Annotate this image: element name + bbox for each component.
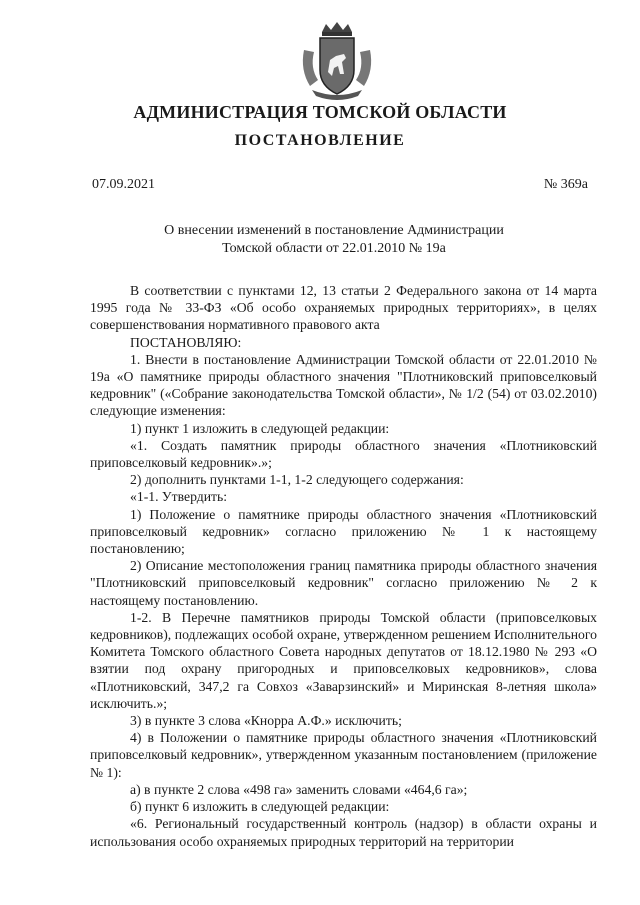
body-paragraph: В соответствии с пунктами 12, 13 статьи 2 Федерального закона от 14 марта 1995 года № 33-ФЗ «Об особо охраняемых природных территориях», в целях совершенствования нормативного правового акта [90,283,597,333]
body-paragraph: а) в пункте 2 слова «498 га» заменить словами «464,6 га»; [130,781,468,797]
resolution-keyword: ПОСТАНОВЛЯЮ: [130,334,242,350]
coat-of-arms-icon [296,20,378,102]
body-paragraph: 1) пункт 1 изложить в следующей редакции: [130,420,390,436]
body-paragraph: 3) в пункте 3 слова «Кнорра А.Ф.» исключить; [130,713,402,729]
document-date: 07.09.2021 [92,177,155,192]
document-number: № 369а [543,177,588,192]
document-body [90,282,597,850]
document-subject [150,222,518,258]
body-paragraph: 1-2. В Перечне памятников природы Томской области (приповселковых кедровников), подлежащих особой охране, утвержденном решением Исполнительного Комитета Томского областного Совета народных депутатов от 18.12.1980 № 293 «О взятии под охрану пригородных и приповселковых кедровников», слова «Плотниковский, 347,2 га Совхоз «Заварзинский» и Миринская 8-летняя школа» исключить.»; [90,609,597,711]
subject-line: О внесении изменений в постановление Администрации [164,223,504,238]
body-paragraph: 2) дополнить пунктами 1-1, 1-2 следующего содержания: [130,472,464,488]
body-paragraph: 4) в Положении о памятнике природы областного значения «Плотниковский приповселковый кедровник», утвержденном указанным постановлением (приложение № 1): [90,730,597,780]
body-paragraph: 1) Положение о памятнике природы областного значения «Плотниковский приповселковый кедровник» согласно приложению № 1 к настоящему постановлению; [90,506,597,557]
body-paragraph: «6. Региональный государственный контроль (надзор) в области охраны и использования особо охраняемых природных территорий на территории [90,816,597,849]
document-type-title: ПОСТАНОВЛЕНИЕ [234,132,406,149]
body-paragraph: «1. Создать памятник природы областного значения «Плотниковский приповселковый кедровник».»; [90,437,597,471]
body-paragraph: б) пункт 6 изложить в следующей редакции: [130,799,390,815]
body-paragraph: 2) Описание местоположения границ памятника природы областного значения "Плотниковский приповселковый кедровник" согласно приложению № 2 к настоящему постановлению. [90,558,597,608]
body-paragraph: 1. Внести в постановление Администрации Томской области от 22.01.2010 № 19а «О памятнике природы областного значения "Плотниковский приповселковый кедровник" («Собрание законодательства Томской области», № 1/2 (54) от 03.02.2010) следующие изменения: [90,351,597,419]
subject-line: Томской области от 22.01.2010 № 19а [222,241,446,256]
organization-title: АДМИНИСТРАЦИЯ ТОМСКОЙ ОБЛАСТИ [133,102,507,122]
body-paragraph: «1-1. Утвердить: [130,489,228,505]
